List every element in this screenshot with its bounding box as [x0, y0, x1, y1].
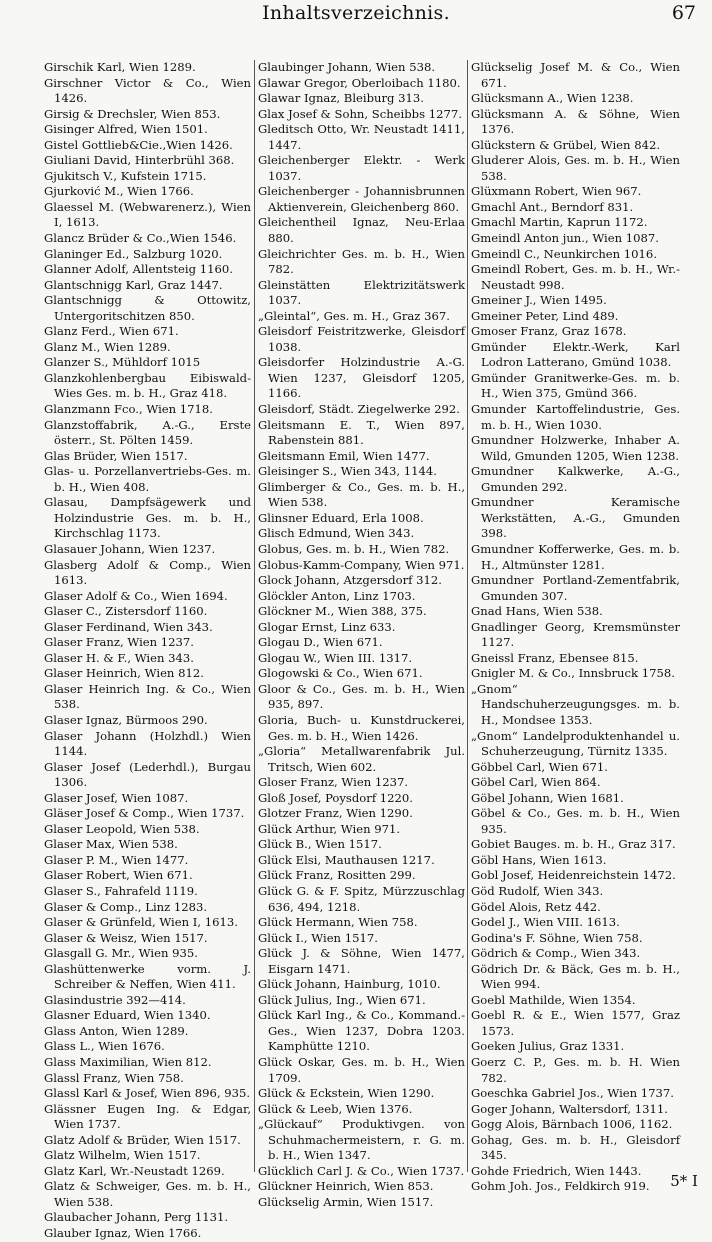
index-entry: Glanzmann Fco., Wien 1718.	[44, 402, 213, 417]
index-entry: Gohde Friedrich, Wien 1443.	[471, 1163, 642, 1178]
index-entry: Gmundner Holzwerke, Inhaber A. Wild, Gmunden 1205, Wien 1238.	[471, 433, 680, 463]
index-entry: Glück Karl Ing., & Co., Kommand.-Ges., Wien 1237, Dobra 1203. Kamphütte 1210.	[258, 1008, 465, 1054]
index-entry: Glantschnigg Karl, Graz 1447.	[44, 277, 223, 292]
index-entry: Glasgall G. Mr., Wien 935.	[44, 946, 198, 961]
index-entry: Girschner Victor & Co., Wien 1426.	[44, 75, 251, 106]
index-entry: Gmeindl C., Neunkirchen 1016.	[471, 246, 657, 261]
index-entry: Goebl Mathilde, Wien 1354.	[471, 992, 636, 1007]
index-entry: „Glückauf“ Produktivgen. von Schuhmachermeistern, r. G. m. b. H., Wien 1347.	[258, 1117, 465, 1163]
index-entry: Glatz Karl, Wr.-Neustadt 1269.	[44, 1163, 225, 1178]
index-entry: Gnad Hans, Wien 538.	[471, 604, 603, 619]
index-entry: Glaser Ferdinand, Wien 343.	[44, 619, 213, 634]
index-entry: Glück B., Wien 1517.	[258, 837, 382, 852]
index-entry: Glücklich Carl J. & Co., Wien 1737.	[258, 1163, 465, 1178]
index-column-2	[258, 60, 465, 1209]
index-entry: Glöckler Anton, Linz 1703.	[258, 588, 416, 603]
index-entry: Gmundner Kalkwerke, A.-G., Gmunden 292.	[471, 464, 680, 494]
index-column-1	[44, 60, 251, 1241]
index-entry: Gleisdorfer Holzindustrie A.-G. Wien 1237, Gleisdorf 1205, 1166.	[258, 355, 465, 401]
index-entry: „Gnom“ Landelproduktenhandel u. Schuherzeugung, Türnitz 1335.	[471, 728, 680, 759]
index-entry: Glaser S., Fahrafeld 1119.	[44, 883, 198, 898]
index-entry: Glück & Leeb, Wien 1376.	[258, 1101, 413, 1116]
index-entry: Glogau D., Wien 671.	[258, 635, 383, 650]
index-entry: Gmünder Elektr.-Werk, Karl Lodron Latterano, Gmünd 1038.	[471, 339, 680, 370]
index-entry: Gleisinger S., Wien 343, 1144.	[258, 464, 437, 479]
index-entry: Goeschka Gabriel Jos., Wien 1737.	[471, 1086, 674, 1101]
index-entry: Gleisdorf, Städt. Ziegelwerke 292.	[258, 402, 460, 417]
index-entry: Glück I., Wien 1517.	[258, 930, 378, 945]
index-entry: Glatz & Schweiger, Ges. m. b. H., Wien 538.	[44, 1179, 251, 1209]
index-entry: Göbel & Co., Ges. m. b. H., Wien 935.	[471, 806, 680, 836]
index-entry: Glasindustrie 392—414.	[44, 992, 186, 1007]
index-entry: Glüxmann Robert, Wien 967.	[471, 184, 642, 199]
index-entry: Glaser Leopold, Wien 538.	[44, 821, 200, 836]
index-entry: Glauber Ignaz, Wien 1766.	[44, 1226, 202, 1241]
index-entry: Goeken Julius, Graz 1331.	[471, 1039, 625, 1054]
index-entry: „Gnom“ Handschuherzeugungsges. m. b. H., Mondsee 1353.	[471, 681, 680, 727]
index-entry: Girschik Karl, Wien 1289.	[44, 60, 196, 74]
index-entry: Glanner Adolf, Allentsteig 1160.	[44, 262, 233, 277]
page-number: 67	[671, 2, 696, 24]
index-entry: Glaser & Grünfeld, Wien I, 1613.	[44, 915, 238, 930]
index-entry: Glasner Eduard, Wien 1340.	[44, 1008, 211, 1023]
index-entry: Glasauer Johann, Wien 1237.	[44, 541, 216, 556]
index-entry: Glinsner Eduard, Erla 1008.	[258, 510, 424, 525]
index-entry: Gneissl Franz, Ebensee 815.	[471, 650, 639, 665]
index-entry: Glogau W., Wien III. 1317.	[258, 650, 413, 665]
index-entry: Gleisdorf Feistritzwerke, Gleisdorf 1038.	[258, 324, 465, 354]
index-entry: Glück Julius, Ing., Wien 671.	[258, 992, 426, 1007]
sheet-signature: 5* I	[670, 1172, 698, 1190]
index-entry: Godel J., Wien VIII. 1613.	[471, 915, 620, 930]
index-entry: Glaser P. M., Wien 1477.	[44, 852, 189, 867]
index-entry: Gmundner Portland-Zementfabrik, Gmunden 307.	[471, 573, 680, 603]
index-entry: Göbel Johann, Wien 1681.	[471, 790, 624, 805]
index-entry: Glaser Robert, Wien 671.	[44, 868, 193, 883]
index-entry: Gleichenberger - Johannisbrunnen Aktienverein, Gleichenberg 860.	[258, 184, 465, 214]
index-entry: Godina's F. Söhne, Wien 758.	[471, 930, 643, 945]
index-entry: Gisinger Alfred, Wien 1501.	[44, 122, 208, 137]
index-entry: Glück Hermann, Wien 758.	[258, 915, 418, 930]
index-entry: Gleitsmann E. T., Wien 897, Rabenstein 881.	[258, 417, 465, 448]
index-entry: Goerz C. P., Ges. m. b. H. Wien 782.	[471, 1055, 680, 1085]
index-entry: Gohm Joh. Jos., Feldkirch 919.	[471, 1179, 650, 1194]
index-entry: Glaubinger Johann, Wien 538.	[258, 60, 436, 74]
index-entry: Gleitsmann Emil, Wien 1477.	[258, 448, 430, 463]
index-entry: Glas Brüder, Wien 1517.	[44, 448, 188, 463]
index-column-3	[471, 60, 680, 1194]
index-entry: Gleichrichter Ges. m. b. H., Wien 782.	[258, 246, 465, 277]
index-entry: Glaser & Weisz, Wien 1517.	[44, 930, 208, 945]
index-entry: Gmundner Keramische Werkstätten, A.-G., Gmunden 398.	[471, 495, 680, 541]
index-entry: Glass L., Wien 1676.	[44, 1039, 165, 1054]
index-entry: Glanz Ferd., Wien 671.	[44, 324, 179, 339]
index-entry: Glanzkohlenbergbau Eibiswald-Wies Ges. m. b. H., Graz 418.	[44, 370, 251, 401]
index-entry: Glück Arthur, Wien 971.	[258, 821, 401, 836]
index-entry: Glück Elsi, Mauthausen 1217.	[258, 852, 435, 867]
page-header-title: Inhaltsverzeichnis.	[262, 2, 450, 24]
index-entry: Glanz M., Wien 1289.	[44, 339, 171, 354]
index-entry: Glaser C., Zistersdorf 1160.	[44, 604, 208, 619]
index-entry: Glogowski & Co., Wien 671.	[258, 666, 423, 681]
index-entry: Glock Johann, Atzgersdorf 312.	[258, 573, 442, 588]
index-entry: Giuliani David, Hinterbrühl 368.	[44, 153, 235, 168]
index-entry: Girsig & Drechsler, Wien 853.	[44, 106, 221, 121]
index-entry: Gmeiner Peter, Lind 489.	[471, 308, 619, 323]
index-entry: Glaser Johann (Holzhdl.) Wien 1144.	[44, 728, 251, 759]
index-entry: Glückner Heinrich, Wien 853.	[258, 1179, 434, 1194]
index-entry: Gohag, Ges. m. b. H., Gleisdorf 345.	[471, 1132, 680, 1163]
index-entry: Goger Johann, Waltersdorf, 1311.	[471, 1101, 668, 1116]
index-entry: Gnadlinger Georg, Kremsmünster 1127.	[471, 619, 680, 650]
index-entry: Gobiet Bauges. m. b. H., Graz 317.	[471, 837, 676, 852]
index-entry: Goebl R. & E., Wien 1577, Graz 1573.	[471, 1008, 680, 1038]
index-entry: Glaser H. & F., Wien 343.	[44, 650, 194, 665]
index-entry: Glückstern & Grübel, Wien 842.	[471, 137, 661, 152]
index-entry: Glantschnigg & Ottowitz, Untergoritschitzen 850.	[44, 293, 251, 323]
column-rule	[467, 60, 468, 1172]
index-entry: Gmunder Kartoffelindustrie, Ges. m. b. H., Wien 1030.	[471, 402, 680, 432]
index-entry: Glasau, Dampfsägewerk und Holzindustrie Ges. m. b. H., Kirchschlag 1173.	[44, 495, 251, 541]
index-entry: Glatz Adolf & Brüder, Wien 1517.	[44, 1132, 241, 1147]
index-entry: „Gleintal“, Ges. m. H., Graz 367.	[258, 308, 450, 323]
index-entry: Glückselig Josef M. & Co., Wien 671.	[471, 60, 680, 90]
index-entry: Gmeiner J., Wien 1495.	[471, 293, 607, 308]
index-entry: Glaser Josef (Lederhdl.), Burgau 1306.	[44, 759, 251, 790]
index-entry: Glass Maximilian, Wien 812.	[44, 1055, 212, 1069]
index-entry: Gleichenberger Elektr. - Werk 1037.	[258, 153, 465, 183]
index-entry: Glaser Franz, Wien 1237.	[44, 635, 194, 650]
index-entry: Glück Johann, Hainburg, 1010.	[258, 977, 441, 992]
index-entry: Glashüttenwerke vorm. J. Schreiber & Neffen, Wien 411.	[44, 961, 251, 992]
index-entry: Globus, Ges. m. b. H., Wien 782.	[258, 541, 450, 556]
index-entry: Glücksmann A. & Söhne, Wien 1376.	[471, 106, 680, 137]
index-entry: Glück Oskar, Ges. m. b. H., Wien 1709.	[258, 1055, 465, 1085]
index-entry: Glaser & Comp., Linz 1283.	[44, 899, 208, 914]
index-entry: Glanzstoffabrik, A.-G., Erste österr., St. Pölten 1459.	[44, 417, 251, 448]
index-entry: Glassl Karl & Josef, Wien 896, 935.	[44, 1086, 251, 1101]
index-entry: Glass Anton, Wien 1289.	[44, 1023, 189, 1038]
index-entry: Glatz Wilhelm, Wien 1517.	[44, 1148, 201, 1163]
index-entry: „Gloria“ Metallwarenfabrik Jul. Tritsch, Wien 602.	[258, 744, 465, 774]
index-entry: Glaser Josef, Wien 1087.	[44, 790, 189, 805]
index-entry: Göbbel Carl, Wien 671.	[471, 759, 608, 774]
index-entry: Glas- u. Porzellanvertriebs-Ges. m. b. H., Wien 408.	[44, 464, 251, 494]
index-entry: Gleditsch Otto, Wr. Neustadt 1411, 1447.	[258, 122, 465, 152]
index-entry: Glaessel M. (Webwarenerz.), Wien I, 1613.	[44, 199, 251, 230]
index-entry: Gloor & Co., Ges. m. b. H., Wien 935, 897.	[258, 681, 465, 712]
index-entry: Gjukitsch V., Kufstein 1715.	[44, 168, 207, 183]
index-entry: Gistel Gottlieb&Cie.,Wien 1426.	[44, 137, 233, 152]
index-entry: Gläser Josef & Comp., Wien 1737.	[44, 806, 245, 821]
index-entry: Glück G. & F. Spitz, Mürzzuschlag 636, 494, 1218.	[258, 883, 465, 914]
index-entry: Gmünder Granitwerke-Ges. m. b. H., Wien 375, Gmünd 366.	[471, 370, 680, 401]
index-entry: Gloß Josef, Poysdorf 1220.	[258, 790, 413, 805]
index-entry: Glasberg Adolf & Comp., Wien 1613.	[44, 557, 251, 588]
index-entry: Glück Franz, Rositten 299.	[258, 868, 416, 883]
index-entry: Gleichentheil Ignaz, Neu-Erlaa 880.	[258, 215, 465, 246]
index-entry: Gmachl Ant., Berndorf 831.	[471, 199, 634, 214]
index-entry: Glaser Ignaz, Bürmoos 290.	[44, 712, 208, 727]
index-entry: Glaser Adolf & Co., Wien 1694.	[44, 588, 228, 603]
index-entry: Gloria, Buch- u. Kunstdruckerei, Ges. m. b. H., Wien 1426.	[258, 712, 465, 743]
index-entry: Glücksmann A., Wien 1238.	[471, 91, 634, 106]
index-entry: Glässner Eugen Ing. & Edgar, Wien 1737.	[44, 1101, 251, 1132]
column-rule	[254, 60, 255, 1172]
index-entry: Glawar Ignaz, Bleiburg 313.	[258, 91, 424, 106]
index-entry: Göbel Carl, Wien 864.	[471, 775, 601, 790]
index-entry: Glassl Franz, Wien 758.	[44, 1070, 184, 1085]
index-entry: Glaubacher Johann, Perg 1131.	[44, 1210, 229, 1225]
index-entry: Glax Josef & Sohn, Scheibbs 1277.	[258, 106, 462, 121]
index-entry: Glotzer Franz, Wien 1290.	[258, 806, 413, 821]
index-entry: Glaser Heinrich Ing. & Co., Wien 538.	[44, 681, 251, 712]
index-entry: Gmeindl Anton jun., Wien 1087.	[471, 231, 659, 246]
index-entry: Gmundner Kofferwerke, Ges. m. b. H., Altmünster 1281.	[471, 541, 680, 572]
index-entry: Gödel Alois, Retz 442.	[471, 899, 601, 914]
index-entry: Gloser Franz, Wien 1237.	[258, 775, 409, 790]
index-entry: Glück J. & Söhne, Wien 1477, Eisgarn 1471.	[258, 946, 465, 976]
index-entry: Glaser Heinrich, Wien 812.	[44, 666, 204, 681]
index-entry: Gluderer Alois, Ges. m. b. H., Wien 538.	[471, 153, 680, 183]
index-entry: Glaser Max, Wien 538.	[44, 837, 178, 852]
index-entry: Glückselig Armin, Wien 1517.	[258, 1194, 434, 1209]
index-entry: Gödrich Dr. & Bäck, Ges m. b. H., Wien 994.	[471, 961, 680, 992]
index-entry: Göbl Hans, Wien 1613.	[471, 852, 607, 867]
index-entry: Gmoser Franz, Graz 1678.	[471, 324, 627, 339]
index-entry: Glogar Ernst, Linz 633.	[258, 619, 396, 634]
index-entry: Gmachl Martin, Kaprun 1172.	[471, 215, 648, 230]
index-entry: Gleinstätten Elektrizitätswerk 1037.	[258, 277, 465, 308]
index-entry: Gödrich & Comp., Wien 343.	[471, 946, 641, 961]
index-entry: Globus-Kamm-Company, Wien 971.	[258, 557, 465, 572]
index-entry: Gobl Josef, Heidenreichstein 1472.	[471, 868, 676, 883]
index-entry: Glawar Gregor, Oberloibach 1180.	[258, 75, 461, 90]
index-entry: Glancz Brüder & Co.,Wien 1546.	[44, 231, 237, 246]
index-entry: Gmeindl Robert, Ges. m. b. H., Wr.-Neustadt 998.	[471, 262, 680, 292]
index-entry: Glöckner M., Wien 388, 375.	[258, 604, 427, 619]
index-entry: Göd Rudolf, Wien 343.	[471, 883, 604, 898]
index-entry: Glück & Eckstein, Wien 1290.	[258, 1086, 435, 1101]
index-entry: Gogg Alois, Bärnbach 1006, 1162.	[471, 1117, 673, 1132]
index-entry: Gjurković M., Wien 1766.	[44, 184, 194, 199]
index-entry: Glimberger & Co., Ges. m. b. H., Wien 538.	[258, 479, 465, 510]
index-entry: Glaninger Ed., Salzburg 1020.	[44, 246, 223, 261]
index-entry: Gnigler M. & Co., Innsbruck 1758.	[471, 666, 675, 681]
index-entry: Glisch Edmund, Wien 343.	[258, 526, 415, 541]
index-entry: Glanzer S., Mühldorf 1015	[44, 355, 201, 370]
